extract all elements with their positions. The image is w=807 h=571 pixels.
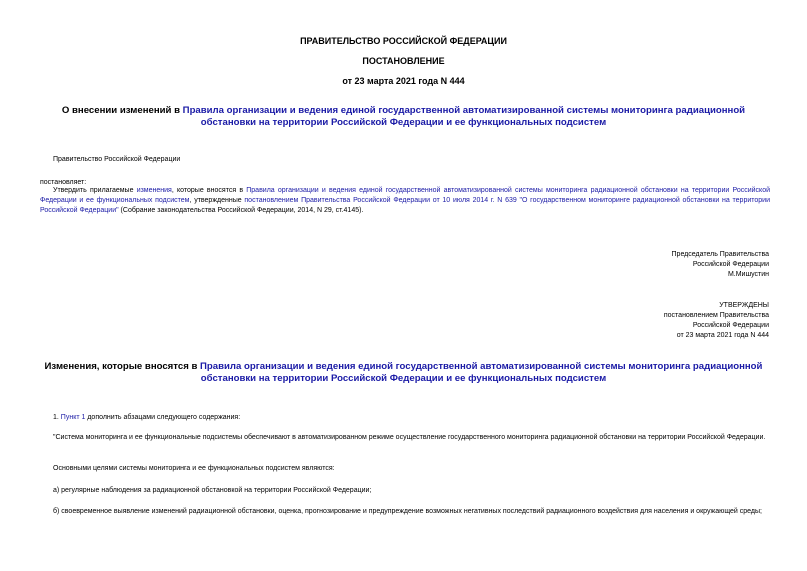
- preamble-paragraph: [40, 186, 770, 216]
- signature-position: Председатель Правительства: [671, 251, 769, 258]
- preamble-government: Правительство Российской Федерации: [53, 156, 181, 163]
- changes-title-prefix: Изменения, которые вносятся в: [44, 361, 201, 372]
- p1-text-c: , утвержденные: [189, 197, 245, 204]
- p1-text-b: , которые вносятся в: [171, 187, 247, 194]
- goal-b: б) своевременное выявление изменений радиационной обстановки, оценка, прогнозирование и предупреждение возможных негативных последствий радиационного воздействия для населения и окружающей среды;: [53, 508, 762, 515]
- goal-a: а) регулярные наблюдения за радиационной обстановкой на территории Российской Федерации;: [53, 487, 372, 494]
- government-header: ПРАВИТЕЛЬСТВО РОССИЙСКОЙ ФЕДЕРАЦИИ: [300, 36, 507, 46]
- rules-link[interactable]: Правила организации и ведения единой государственной автоматизированной системы мониторинга радиационной обстановки на территории Российской Федерации и ее функциональных подсистем: [40, 187, 770, 204]
- p1-text-d: (Собрание законодательства Российской Федерации, 2014, N 29, ст.4145).: [118, 207, 364, 214]
- item-1-number: 1.: [53, 414, 61, 421]
- preamble-decrees: постановляет:: [40, 179, 87, 186]
- title-rules-link[interactable]: Правила организации и ведения единой государственной автоматизированной системы мониторинга радиационной обстановки на территории Российской Федерации и ее функциональных подсистем: [182, 105, 746, 128]
- changes-title: [36, 361, 771, 385]
- changes-link[interactable]: изменения: [136, 187, 172, 194]
- quote-paragraph: [40, 433, 770, 443]
- approved-label: УТВЕРЖДЕНЫ: [719, 302, 769, 309]
- signature-country: Российской Федерации: [692, 261, 769, 268]
- approved-date: от 23 марта 2021 года N 444: [676, 332, 769, 339]
- title-prefix: О внесении изменений в: [61, 105, 183, 116]
- item-1-text: дополнить абзацами следующего содержания:: [85, 414, 241, 421]
- approved-country: Российской Федерации: [692, 322, 769, 329]
- changes-title-rules-link[interactable]: Правила организации и ведения единой государственной автоматизированной системы мониторинга радиационной обстановки на территории Российской Федерации и ее функциональных подсистем: [200, 361, 763, 384]
- p1-text-a: Утвердить прилагаемые: [53, 187, 137, 194]
- signature-name: М.Мишустин: [727, 271, 769, 278]
- decree-link[interactable]: постановлением Правительства Российской Федерации от 10 июля 2014 г. N 639 "О государственном мониторинге радиационной обстановки на территории Российской Федерации": [40, 197, 770, 214]
- approved-by: постановлением Правительства: [663, 312, 769, 319]
- quote-text: "Система мониторинга и ее функциональные подсистемы обеспечивают в автоматизированном режиме осуществление государственного мониторинга радиационной обстановки на территории Российской Федерации.: [53, 434, 766, 441]
- goal-b-paragraph: [40, 507, 770, 517]
- document-date-number: от 23 марта 2021 года N 444: [342, 76, 465, 86]
- document-title: [36, 105, 771, 129]
- item-1-link[interactable]: Пункт 1: [60, 414, 86, 421]
- item-1: [53, 413, 240, 423]
- goals-intro: Основными целями системы мониторинга и ее функциональных подсистем являются:: [53, 465, 335, 472]
- document-type: ПОСТАНОВЛЕНИЕ: [362, 56, 445, 66]
